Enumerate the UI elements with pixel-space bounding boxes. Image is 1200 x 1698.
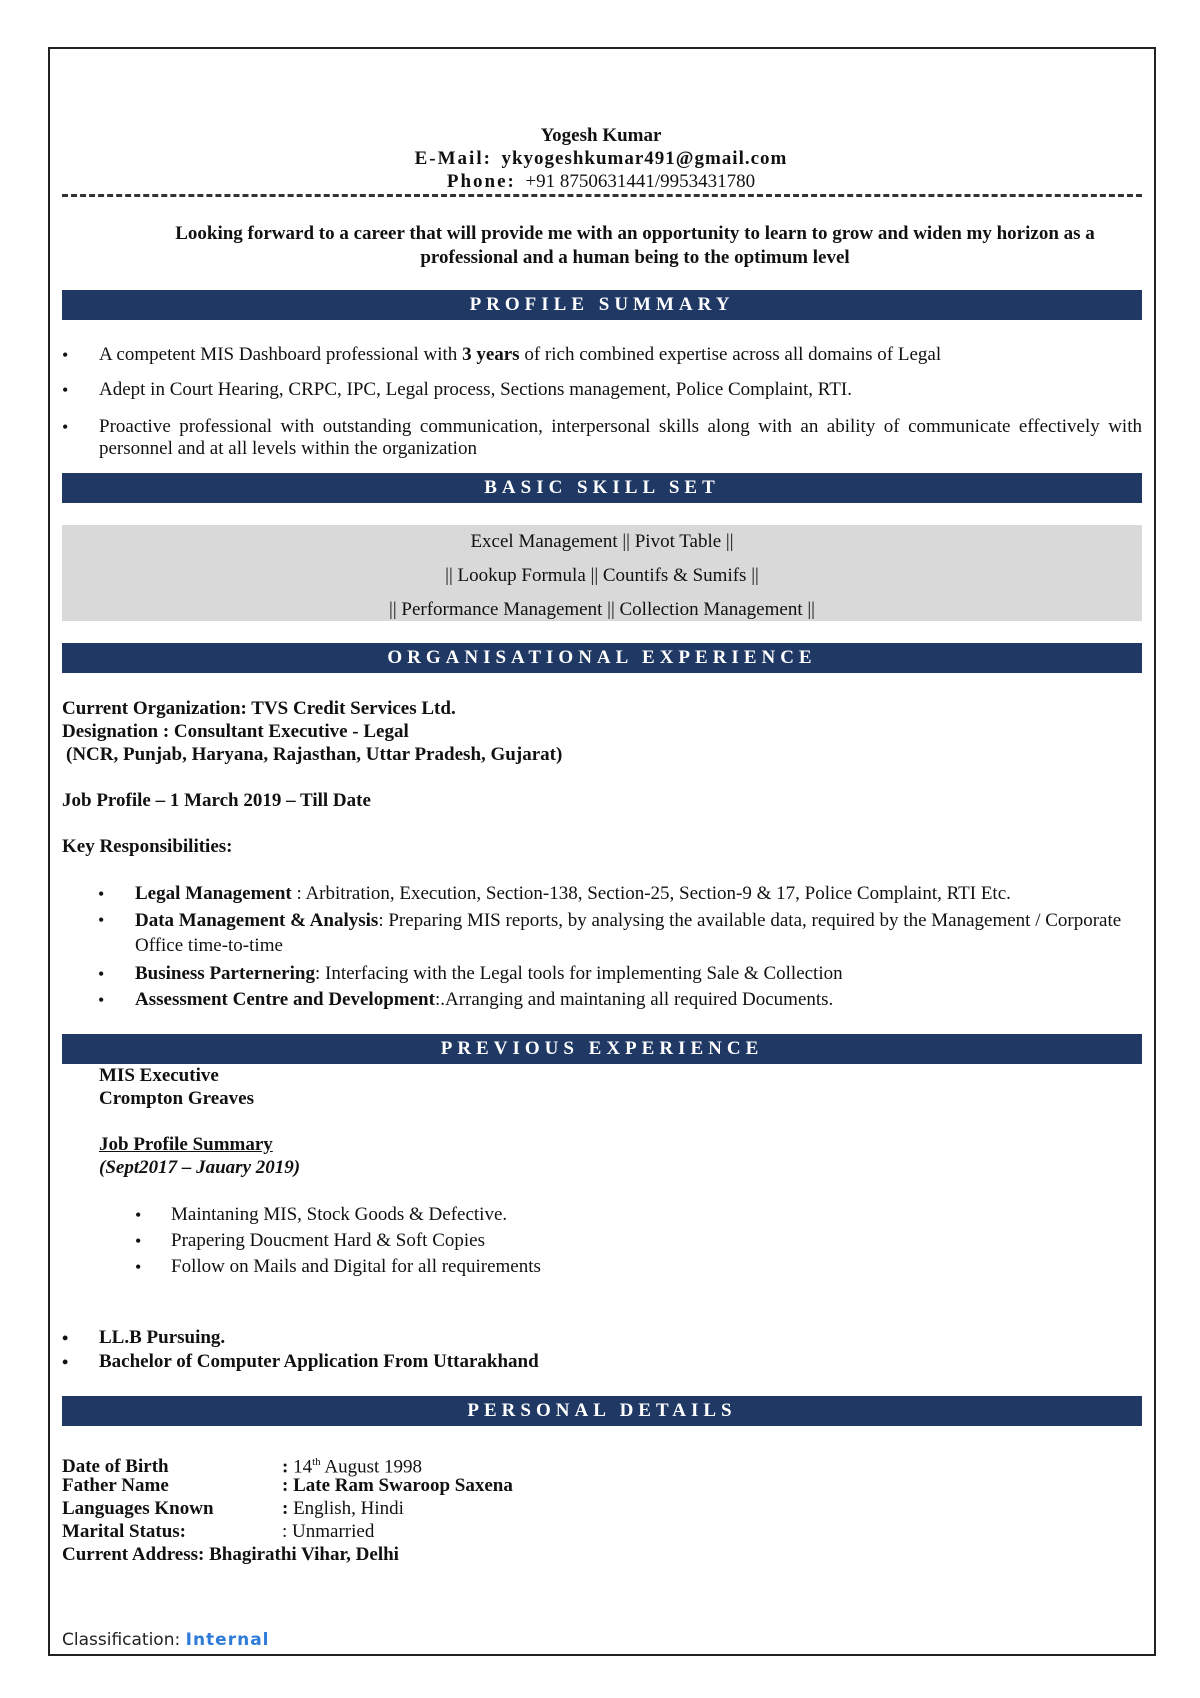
responsibility-title: Assessment Centre and Development: [135, 989, 435, 1010]
responsibility-title: Data Management & Analysis: [135, 910, 379, 931]
section-header-profile-summary: PROFILE SUMMARY: [62, 290, 1142, 320]
job-profile-summary-label: Job Profile Summary: [99, 1134, 273, 1155]
responsibility-text: : Preparing MIS reports, by analysing the available data, required by the Management / Corporate Office time-to-time: [135, 910, 1122, 956]
skills-line-3: || Performance Management || Collection Management ||: [389, 599, 815, 620]
job-profile-period: Job Profile – 1 March 2019 – Till Date: [62, 790, 371, 811]
father-label: Father Name: [62, 1475, 169, 1496]
profile-bullet-1-tail: of rich combined expertise across all domains of Legal: [519, 344, 942, 365]
education-item-text: Bachelor of Computer Application From Uttarakhand: [99, 1351, 539, 1372]
phone-label: Phone:: [446, 171, 516, 192]
marital-row: Marital Status: : Unmarried: [62, 1521, 375, 1542]
phone-line: [60, 171, 1142, 193]
current-address: Current Address: Bhagirathi Vihar, Delhi: [62, 1544, 399, 1565]
skills-line-2: || Lookup Formula || Countifs & Sumifs ||: [445, 565, 759, 586]
languages-row: Languages Known : English, Hindi: [62, 1498, 404, 1519]
skills-line-1: Excel Management || Pivot Table ||: [470, 531, 734, 552]
phone-value: +91 8750631441/9953431780: [525, 171, 756, 192]
profile-years: 3 years: [462, 344, 520, 365]
bullet-icon: •: [135, 1257, 142, 1277]
previous-period: (Sept2017 – Jauary 2019): [99, 1157, 301, 1178]
responsibility-text: : Arbitration, Execution, Section-138, Section-25, Section-9 & 17, Police Complaint, RTI Etc.: [291, 883, 1011, 904]
regions: (NCR, Punjab, Haryana, Rajasthan, Uttar Pradesh, Gujarat): [66, 744, 563, 765]
dob-day: 14: [293, 1456, 313, 1478]
responsibility-title: Legal Management: [135, 883, 292, 904]
bullet-icon: •: [98, 964, 105, 984]
candidate-name: Yogesh Kumar: [540, 125, 662, 146]
bullet-icon: •: [98, 990, 105, 1010]
dob-label: Date of Birth: [62, 1456, 169, 1478]
profile-bullet-1-text: A competent MIS Dashboard professional with: [99, 344, 463, 365]
languages-label: Languages Known: [62, 1498, 214, 1519]
dob-suffix: th: [312, 1456, 321, 1468]
career-objective: Looking forward to a career that will provide me with an opportunity to learn to grow and widen my horizon as a professional and a human being to the optimum level: [175, 223, 1095, 268]
previous-role: MIS Executive: [99, 1065, 219, 1086]
marital-label: Marital Status:: [62, 1521, 187, 1542]
marital-value: Unmarried: [292, 1521, 375, 1542]
bullet-icon: •: [62, 417, 69, 437]
responsibility-text: :.Arranging and maintaning all required Documents.: [434, 989, 834, 1010]
father-value: Late Ram Swaroop Saxena: [293, 1475, 513, 1496]
previous-company: Crompton Greaves: [99, 1088, 254, 1109]
bullet-icon: •: [62, 1352, 69, 1372]
header-divider: [62, 194, 1142, 197]
bullet-icon: •: [98, 910, 105, 930]
section-header-previous-experience: PREVIOUS EXPERIENCE: [62, 1034, 1142, 1064]
dob-rest: August 1998: [320, 1456, 422, 1478]
previous-item-text: Maintaning MIS, Stock Goods & Defective.: [171, 1204, 508, 1225]
dob-row: Date of Birth : 14th August 1998: [62, 1456, 422, 1478]
section-header-organisational-experience: ORGANISATIONAL EXPERIENCE: [62, 643, 1142, 673]
current-organization: Current Organization: TVS Credit Services Ltd.: [62, 698, 456, 719]
section-header-basic-skill-set: BASIC SKILL SET: [62, 473, 1142, 503]
responsibility-title: Business Parternering: [135, 963, 315, 984]
education-item-text: LL.B Pursuing.: [99, 1327, 226, 1348]
section-header-personal-details: PERSONAL DETAILS: [62, 1396, 1142, 1426]
languages-value: English, Hindi: [293, 1498, 404, 1519]
email-line: [60, 148, 1142, 170]
profile-bullet-2-text: Adept in Court Hearing, CRPC, IPC, Legal process, Sections management, Police Complaint, RTI.: [99, 379, 852, 400]
responsibility-text: : Interfacing with the Legal tools for implementing Sale & Collection: [314, 963, 843, 984]
designation: Designation : Consultant Executive - Legal: [62, 721, 409, 742]
key-responsibilities-heading: Key Responsibilities:: [62, 836, 233, 857]
bullet-icon: •: [135, 1205, 142, 1225]
email-label: E-Mail:: [414, 148, 492, 169]
previous-item-text: Follow on Mails and Digital for all requirements: [171, 1256, 541, 1277]
previous-item-text: Prapering Doucment Hard & Soft Copies: [171, 1230, 485, 1251]
father-row: Father Name : Late Ram Swaroop Saxena: [62, 1475, 513, 1496]
bullet-icon: •: [62, 1328, 69, 1348]
skills-box: [62, 525, 1142, 621]
classification-value: Internal: [185, 1630, 270, 1650]
bullet-icon: •: [98, 884, 105, 904]
profile-bullet-3-text: Proactive professional with outstanding communication, interpersonal skills along with an ability of communicate effectively with personnel and at all levels within the organization: [99, 416, 1142, 459]
email-value[interactable]: ykyogeshkumar491@gmail.com: [501, 148, 788, 169]
bullet-icon: •: [135, 1231, 142, 1251]
bullet-icon: •: [62, 380, 69, 400]
bullet-icon: •: [62, 345, 69, 365]
classification-footer: [62, 1630, 270, 1650]
classification-label: Classification:: [62, 1630, 186, 1650]
